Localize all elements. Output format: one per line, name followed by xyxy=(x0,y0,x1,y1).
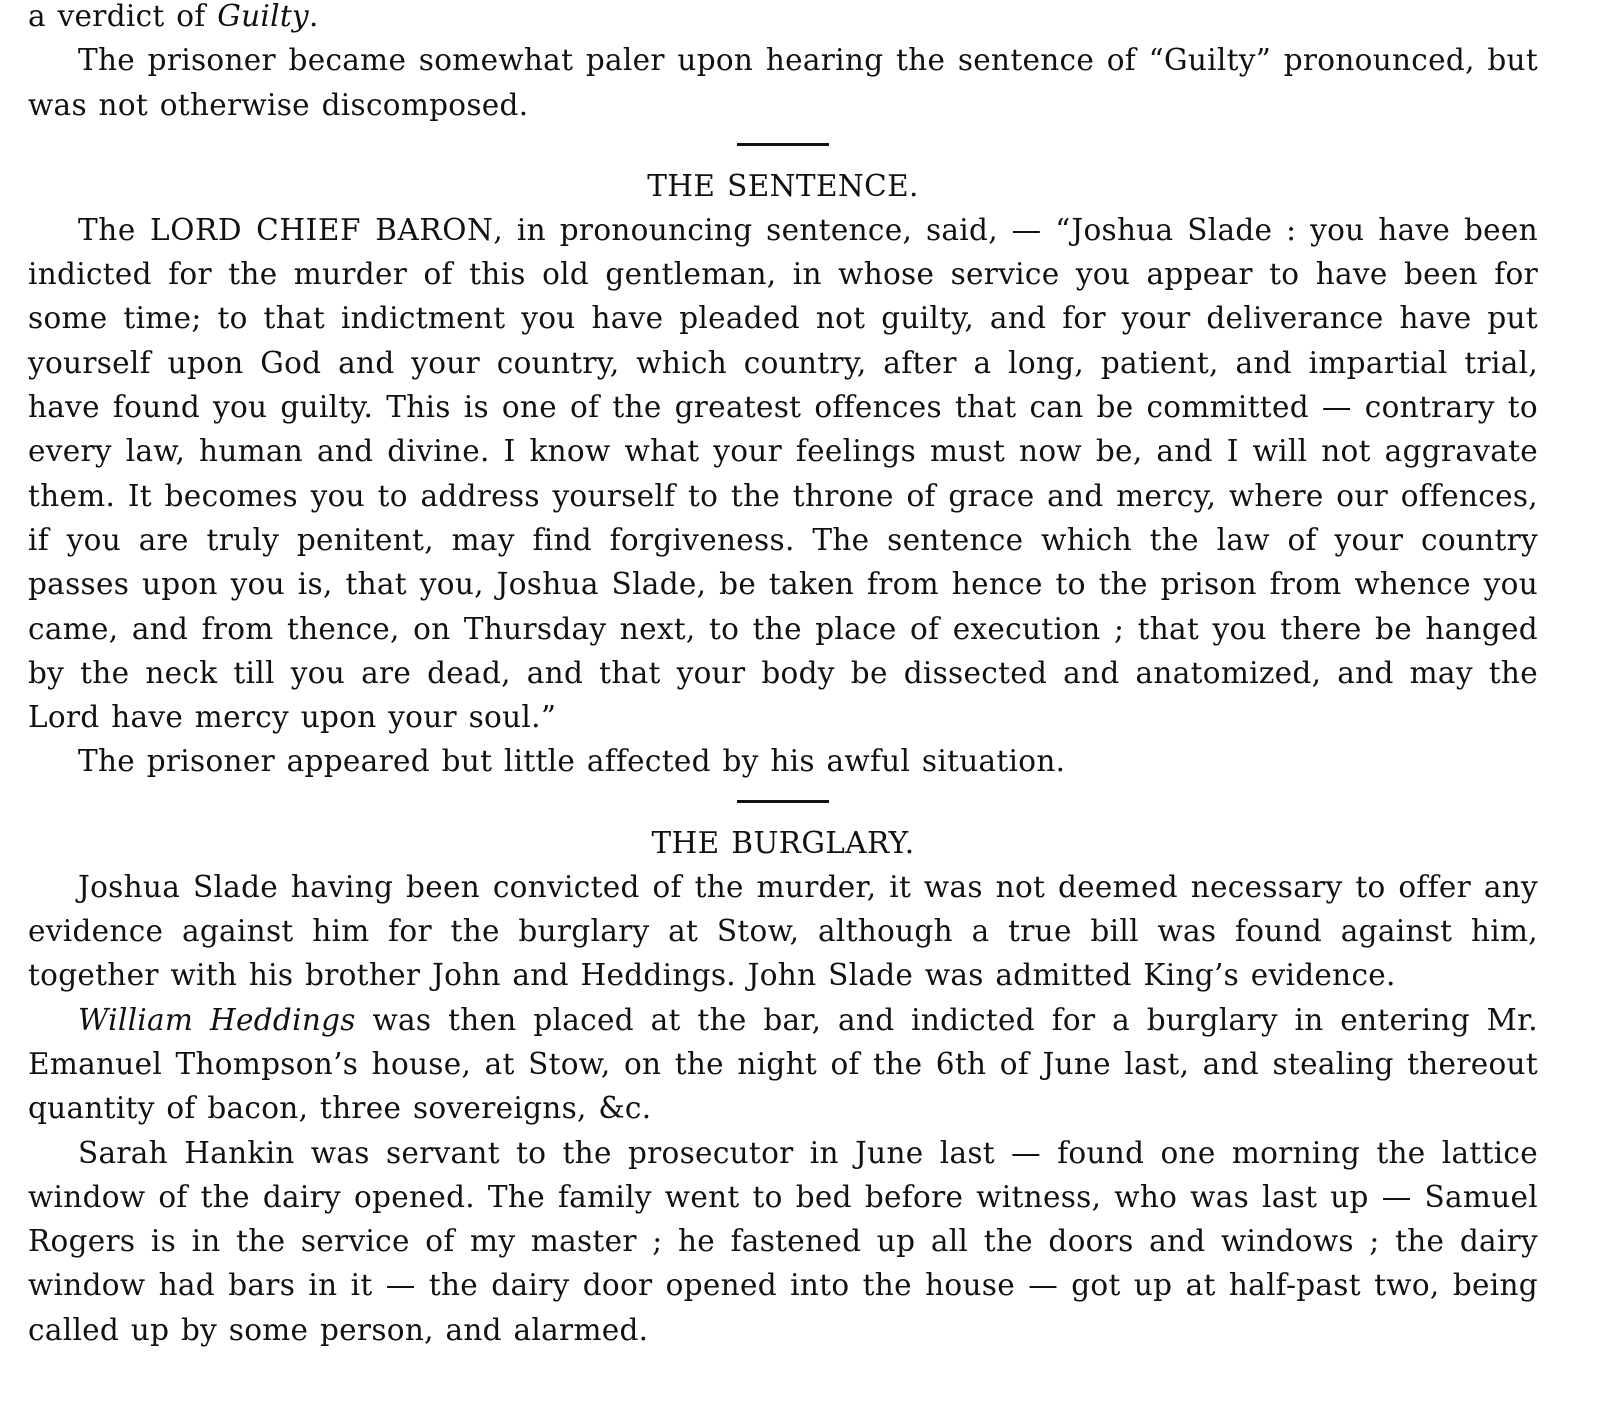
reaction-paragraph: The prisoner became somewhat paler upon hearing the sentence of “Guilty” pronounced, but was not otherwise discomposed. xyxy=(28,43,1538,122)
verdict-prefix: a verdict of xyxy=(28,0,218,33)
burglary-paragraph-3: Sarah Hankin was servant to the prosecutor in June last — found one morning the lattice window of the dairy opened. The family went to bed before witness, who was last up — Samuel Rogers is in the service of my master ; he fastened up all the doors and windows ; the dairy window had bars in it — the dairy door opened into the house — got up at half-past two, being called up by some person, and alarmed. xyxy=(28,1135,1538,1347)
document-page xyxy=(28,0,1538,1352)
prisoner-reaction-paragraph: The prisoner appeared but little affected by his awful situation. xyxy=(78,744,1066,779)
defendant-name: William Heddings xyxy=(78,1002,356,1037)
burglary-paragraph-2 xyxy=(28,998,1538,1131)
section-divider xyxy=(737,143,829,146)
speaker-name: The LORD CHIEF BARON xyxy=(78,212,494,247)
sentence-heading: THE SENTENCE. xyxy=(647,168,919,203)
burglary-heading: THE BURGLARY. xyxy=(651,825,915,860)
section-divider xyxy=(737,800,829,803)
verdict-italic: Guilty xyxy=(217,0,309,33)
sentence-paragraph xyxy=(28,208,1538,740)
burglary-paragraph-1: Joshua Slade having been convicted of the murder, it was not deemed necessary to offer any evidence against him for the burglary at Stow, although a true bill was found against him, together with his brother John and Heddings. John Slade was admitted King’s evidence. xyxy=(28,869,1538,993)
sentence-speech: , in pronouncing sentence, said, — “Joshua Slade : you have been indicted for the murder of this old gentleman, in whose service you appear to have been for some time; to that indictment you have pleaded not guilty, and for your deliverance have put yourself upon God and your country, which country, after a long, patient, and impartial trial, have found you guilty. This is one of the greatest offences that can be committed — contrary to every law, human and divine. I know what your feelings must now be, and I will not aggravate them. It becomes you to address yourself to the throne of grace and mercy, where our offences, if you are truly penitent, may find forgiveness. The sentence which the law of your country passes upon you is, that you, Joshua Slade, be taken from hence to the prison from whence you came, and from thence, on Thursday next, to the place of execution ; that you there be hanged by the neck till you are dead, and that your body be dissected and anatomized, and may the Lord have mercy upon your soul.” xyxy=(28,212,1538,735)
verdict-suffix: . xyxy=(309,0,319,33)
verdict-line xyxy=(28,0,1538,38)
indictment-text: was then placed at the bar, and indicted for a burglary in entering Mr. Emanuel Thompson’s house, at Stow, on the night of the 6th of June last, and stealing thereout quantity of bacon, three sovereigns, &c. xyxy=(28,1002,1538,1126)
